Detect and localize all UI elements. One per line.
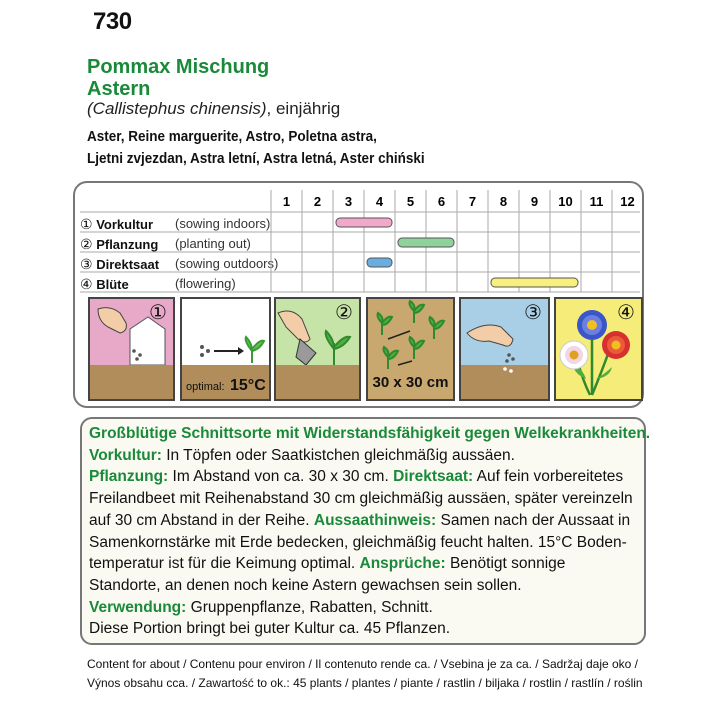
row-label: Pflanzung: [96, 237, 159, 252]
pflanzung-text: Im Abstand von ca. 30 x 30 cm.: [168, 468, 394, 486]
picture-spacing: [366, 297, 455, 401]
description-text-part: Samen nach der Aussaat in: [436, 511, 631, 529]
description-line: Standorte, an denen noch keine Astern gewachsen sein sollen.: [89, 576, 522, 594]
calendar-bar: [367, 258, 392, 267]
variety-name: Pommax Mischung: [87, 56, 270, 78]
step-1-badge: ①: [149, 302, 167, 324]
plant-spacing: 30 x 30 cm: [372, 374, 449, 391]
synonyms-line-1: Aster, Reine marguerite, Astro, Poletna astra,: [87, 128, 377, 145]
picture-flowering: [554, 297, 643, 401]
row-label-en: (sowing indoors): [175, 216, 271, 231]
content-line-2: Výnos obsahu cca. / Zawartość to ok.: 45 plants / plantes / piante / rastlin / biljaka / rostlin / rastlín / roślin: [87, 676, 643, 690]
row-label: Blüte: [96, 277, 129, 292]
pflanzung-label: Pflanzung:: [89, 468, 169, 486]
picture-planting-out: [274, 297, 361, 401]
step-2-icon: ②: [80, 236, 93, 252]
content-line-1: Content for about / Contenu pour environ / Il contenuto rende ca. / Vsebina je za ca. / Sadržaj daje oko /: [87, 657, 639, 671]
month-label: 1: [282, 194, 291, 209]
product-code: 730: [93, 8, 132, 35]
ansprueche-label: Ansprüche:: [359, 555, 446, 573]
aussaat-label: Aussaathinweis:: [313, 511, 437, 529]
row-label: Vorkultur: [96, 217, 154, 232]
month-label: 4: [375, 194, 384, 209]
step-4-badge: ④: [617, 302, 635, 324]
month-label: 9: [530, 194, 539, 209]
vorkultur-label: Vorkultur:: [89, 446, 162, 464]
calendar-grid: [80, 190, 640, 296]
latin-name-line: [87, 99, 340, 119]
calendar-bar: [336, 218, 392, 227]
step-3-badge: ③: [524, 302, 542, 324]
row-label: Direktsaat: [96, 257, 160, 272]
month-label: 10: [558, 194, 573, 209]
direktsaat-text: Auf fein vorbereitetes: [473, 468, 624, 486]
step-2-badge: ②: [335, 302, 353, 324]
description-text-part: auf 30 cm Abstand in der Reihe.: [89, 511, 314, 529]
vorkultur-text: In Töpfen oder Saatkistchen gleichmäßig aussäen.: [161, 446, 515, 464]
month-label: 6: [437, 194, 446, 209]
picture-sowing-outdoors: [459, 297, 550, 401]
description-line: Freilandbeet mit Reihenabstand 30 cm gleichmäßig aussäen, später vereinzeln: [89, 490, 633, 508]
description-text: [89, 423, 651, 640]
lifecycle: , einjährig: [266, 99, 341, 118]
month-label: 11: [589, 194, 604, 209]
month-label: 5: [406, 194, 415, 209]
description-line: Samenkornstärke mit Erde bedecken, gleichmäßig feucht halten. 15°C Boden-: [89, 533, 627, 551]
synonyms-line-2: Ljetni zvjezdan, Astra letní, Astra letná, Aster chiński: [87, 150, 425, 167]
row-label-en: (sowing outdoors): [175, 256, 279, 271]
month-label: 7: [468, 194, 477, 209]
row-label-en: (flowering): [175, 276, 236, 291]
calendar-bar: [491, 278, 578, 287]
verwendung-label: Verwendung:: [89, 598, 187, 616]
temperature-value: 15°C: [230, 377, 266, 394]
step-1-icon: ①: [80, 216, 93, 232]
picture-germination: [180, 297, 271, 401]
month-label: 2: [313, 194, 322, 209]
picture-sowing-indoors: [88, 297, 175, 401]
description-text-part: Benötigt sonnige: [445, 555, 566, 573]
step-3-icon: ③: [80, 256, 93, 272]
calendar-bar: [398, 238, 454, 247]
headline: Großblütige Schnittsorte mit Widerstandsfähigkeit gegen Welkekrankheiten.: [89, 425, 651, 442]
temperature-label: optimal:: [186, 381, 225, 393]
direktsaat-label: Direktsaat:: [393, 468, 474, 486]
verwendung-text: Gruppenpflanze, Rabatten, Schnitt.: [186, 598, 433, 616]
step-4-icon: ④: [80, 276, 93, 292]
month-label: 3: [344, 194, 353, 209]
month-label: 8: [499, 194, 508, 209]
latin-name: (Callistephus chinensis): [87, 99, 267, 118]
row-label-en: (planting out): [175, 236, 251, 251]
month-label: 12: [620, 194, 635, 209]
portion-yield: Diese Portion bringt bei guter Kultur ca. 45 Pflanzen.: [89, 620, 451, 638]
plant-name: Astern: [87, 78, 151, 100]
description-text-part: temperatur ist für die Keimung optimal.: [89, 555, 360, 573]
